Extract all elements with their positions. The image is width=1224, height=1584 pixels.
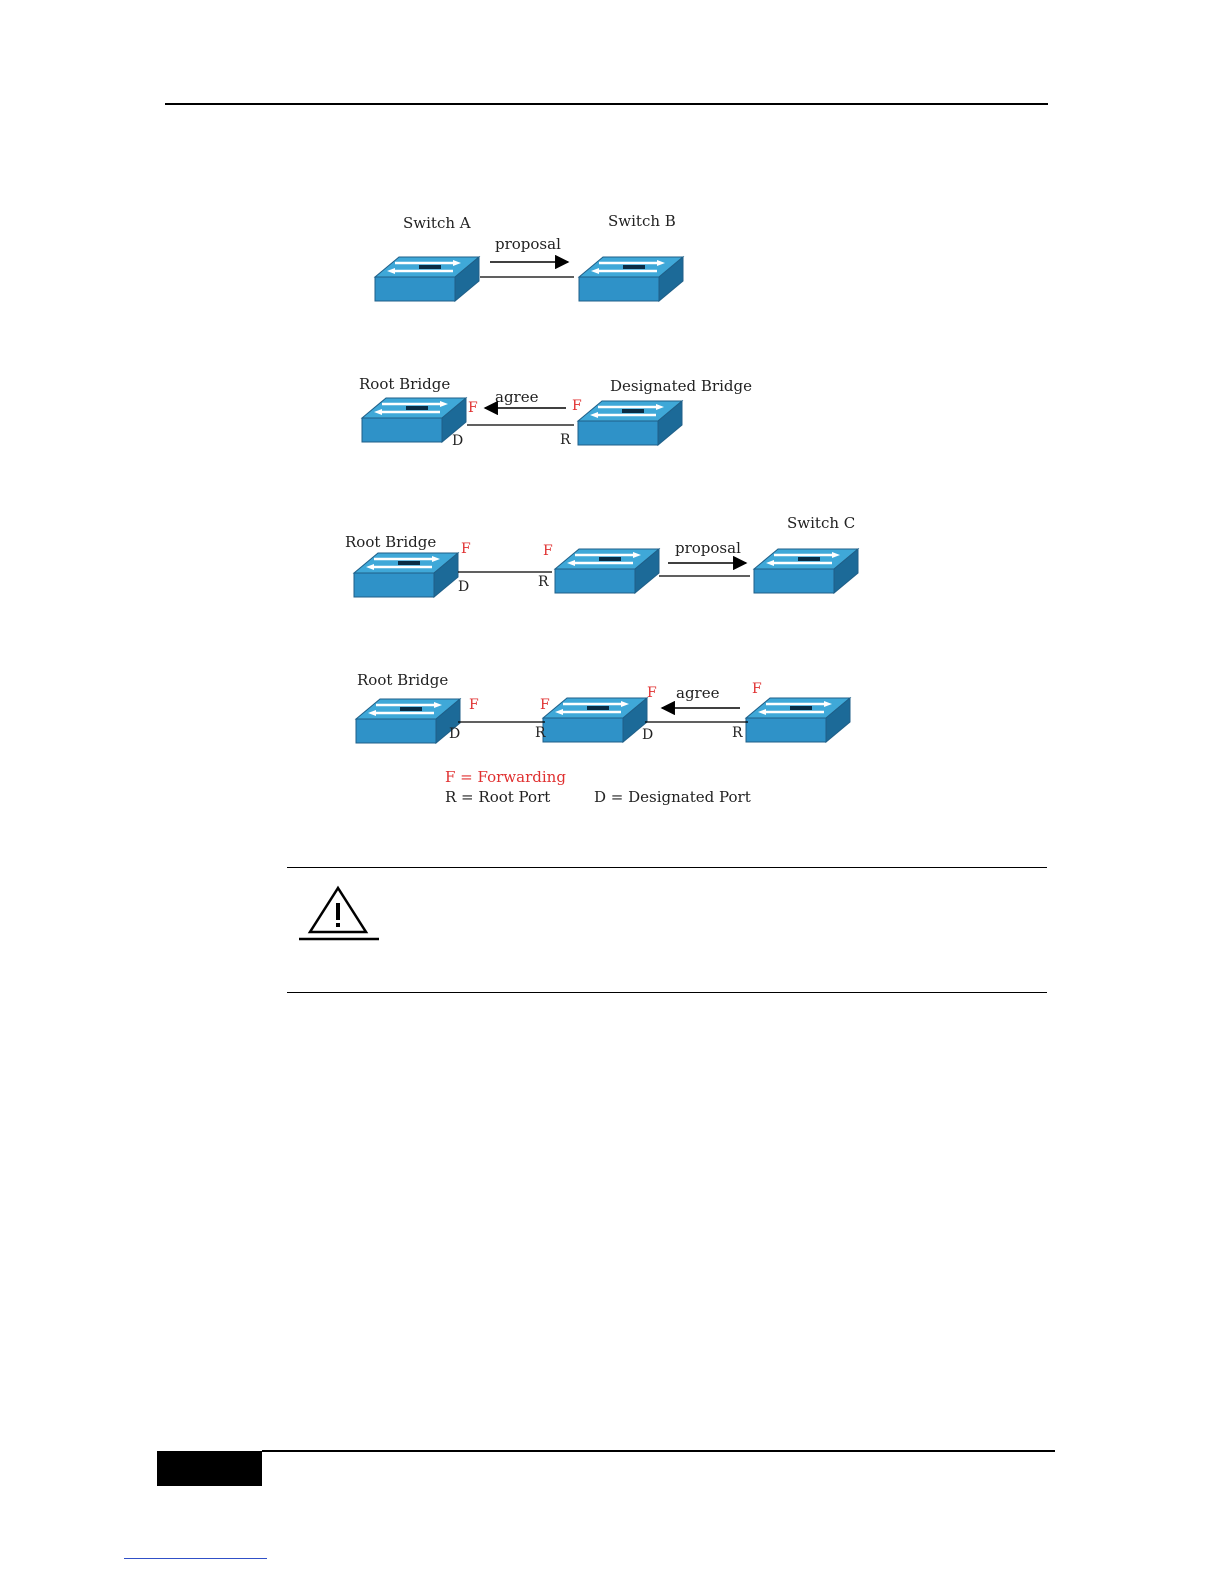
middle-switch-icon bbox=[543, 698, 647, 742]
port-root: R bbox=[538, 574, 549, 590]
step2 bbox=[359, 375, 752, 449]
switch-a-label: Switch A bbox=[403, 214, 471, 232]
root-bridge-label: Root Bridge bbox=[345, 533, 437, 551]
switch-c-icon bbox=[754, 549, 858, 593]
port-designated: D bbox=[449, 726, 461, 742]
legend-designated-port: D = Designated Port bbox=[594, 788, 751, 806]
proposal-label: proposal bbox=[495, 235, 561, 253]
port-forwarding: F bbox=[543, 543, 553, 559]
switch-b-icon bbox=[579, 257, 683, 301]
proposal-label: proposal bbox=[675, 539, 741, 557]
caution-top-rule bbox=[287, 867, 1047, 868]
switch-c-icon bbox=[746, 698, 850, 742]
port-root: R bbox=[732, 725, 743, 741]
step4 bbox=[356, 671, 850, 743]
port-root: R bbox=[535, 725, 546, 741]
root-bridge-switch-icon bbox=[354, 553, 458, 597]
port-forwarding: F bbox=[572, 398, 582, 414]
caution-icon bbox=[298, 884, 380, 942]
root-bridge-switch-icon bbox=[356, 699, 460, 743]
switch-b-label: Switch B bbox=[608, 212, 676, 230]
legend bbox=[445, 768, 751, 806]
agree-label: agree bbox=[676, 684, 720, 702]
port-forwarding: F bbox=[752, 681, 762, 697]
port-designated: D bbox=[458, 579, 470, 595]
agree-label: agree bbox=[495, 388, 539, 406]
footer-page-block bbox=[157, 1451, 262, 1486]
port-forwarding: F bbox=[469, 697, 479, 713]
port-designated: D bbox=[452, 433, 464, 449]
switch-a-icon bbox=[375, 257, 479, 301]
root-bridge-label: Root Bridge bbox=[359, 375, 451, 393]
legend-forwarding: F = Forwarding bbox=[445, 768, 566, 786]
port-forwarding: F bbox=[540, 697, 550, 713]
step3 bbox=[345, 514, 858, 597]
switch-c-label: Switch C bbox=[787, 514, 856, 532]
middle-switch-icon bbox=[555, 549, 659, 593]
caution-bottom-rule bbox=[287, 992, 1047, 993]
bottom-link-underline[interactable] bbox=[124, 1558, 267, 1559]
designated-bridge-label: Designated Bridge bbox=[610, 377, 752, 395]
designated-bridge-switch-icon bbox=[578, 401, 682, 445]
port-forwarding: F bbox=[468, 400, 478, 416]
port-forwarding: F bbox=[461, 541, 471, 557]
port-root: R bbox=[560, 432, 571, 448]
footer-rule bbox=[262, 1450, 1055, 1452]
port-designated: D bbox=[642, 727, 654, 743]
port-forwarding: F bbox=[647, 685, 657, 701]
root-bridge-switch-icon bbox=[362, 398, 466, 442]
legend-root-port: R = Root Port bbox=[445, 788, 551, 806]
root-bridge-label: Root Bridge bbox=[357, 671, 449, 689]
step1 bbox=[375, 212, 683, 301]
